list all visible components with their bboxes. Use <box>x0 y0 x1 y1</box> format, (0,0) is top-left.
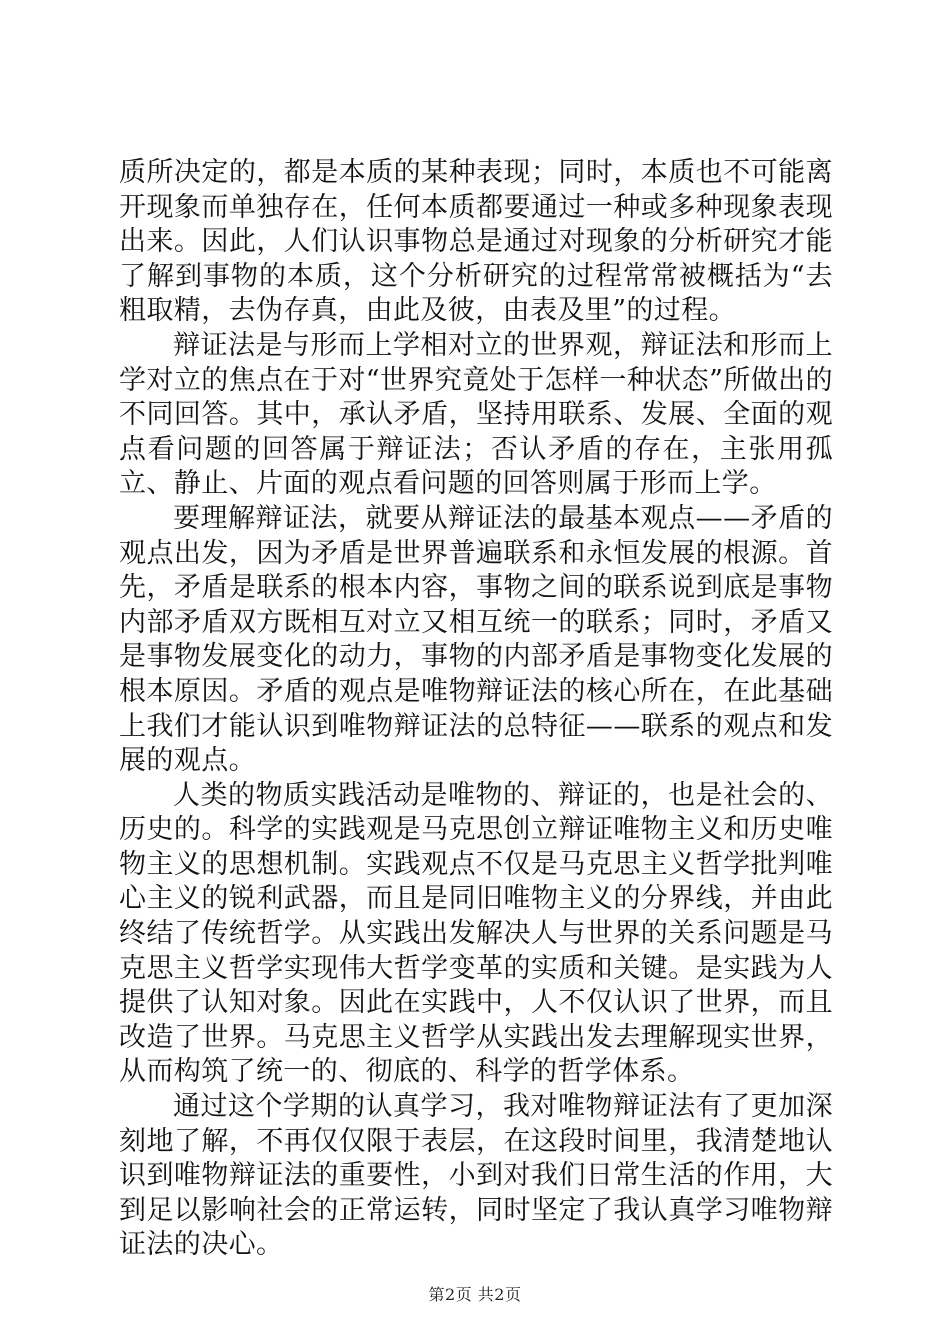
document-body <box>119 156 833 1263</box>
paragraph-5: 通过这个学期的认真学习，我对唯物辩证法有了更加深刻地了解，不再仅仅限于表层，在这段时间里，我清楚地认识到唯物辩证法的重要性，小到对我们日常生活的作用，大到足以影响社会的正常运转，同时坚定了我认真学习唯物辩证法的决心。 <box>119 1091 833 1261</box>
paragraph-2: 辩证法是与形而上学相对立的世界观，辩证法和形而上学对立的焦点在于对“世界究竟处于怎样一种状态”所做出的不同回答。其中，承认矛盾，坚持用联系、发展、全面的观点看问题的回答属于辩证法；否认矛盾的存在，主张用孤立、静止、片面的观点看问题的回答则属于形而上学。 <box>119 329 833 500</box>
page-footer: 第2页 共2页 <box>428 1285 522 1304</box>
paragraph-1: 质所决定的，都是本质的某种表现；同时，本质也不可能离开现象而单独存在，任何本质都要通过一种或多种现象表现出来。因此，人们认识事物总是通过对现象的分析研究才能了解到事物的本质，这个分析研究的过程常常被概括为“去粗取精，去伪存真，由此及彼，由表及里”的过程。 <box>119 157 833 327</box>
paragraph-4: 人类的物质实践活动是唯物的、辩证的，也是社会的、历史的。科学的实践观是马克思创立辩证唯物主义和历史唯物主义的思想机制。实践观点不仅是马克思主义哲学批判唯心主义的锐利武器，而且是同旧唯物主义的分界线，并由此终结了传统哲学。从实践出发解决人与世界的关系问题是马克思主义哲学实现伟大哲学变革的实质和关键。是实践为人提供了认知对象。因此在实践中，人不仅认识了世界，而且改造了世界。马克思主义哲学从实践出发去理解现实世界，从而构筑了统一的、彻底的、科学的哲学体系。 <box>119 779 833 1088</box>
paragraph-3: 要理解辩证法，就要从辩证法的最基本观点——矛盾的观点出发，因为矛盾是世界普遍联系和永恒发展的根源。首先，矛盾是联系的根本内容，事物之间的联系说到底是事物内部矛盾双方既相互对立又相互统一的联系；同时，矛盾又是事物发展变化的动力，事物的内部矛盾是事物变化发展的根本原因。矛盾的观点是唯物辩证法的核心所在，在此基础上我们才能认识到唯物辩证法的总特征——联系的观点和发展的观点。 <box>119 502 833 777</box>
